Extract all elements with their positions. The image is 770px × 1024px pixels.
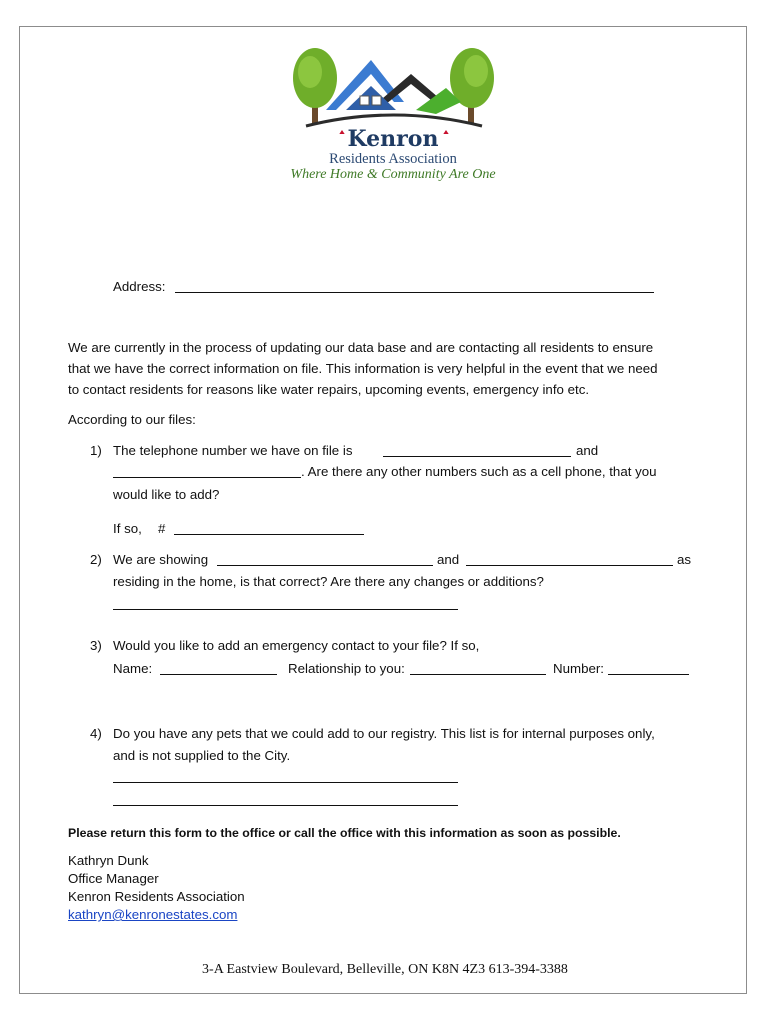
intro-line-1: We are currently in the process of updating our data base and are contacting all residents to ensure xyxy=(68,340,654,355)
signature-email-link[interactable]: kathryn@kenronestates.com xyxy=(68,907,238,922)
q3-number-line[interactable] xyxy=(608,674,689,675)
q2-resident-line-2[interactable] xyxy=(466,565,673,566)
intro-line-3: to contact residents for reasons like water repairs, upcoming events, emergency info etc. xyxy=(68,382,590,397)
q2-number: 2) xyxy=(90,552,102,567)
q3-number: 3) xyxy=(90,638,102,653)
q4-number: 4) xyxy=(90,726,102,741)
q1-text-c: would like to add? xyxy=(113,487,220,502)
logo-tagline: Where Home & Community Are One xyxy=(290,167,496,182)
logo-subtitle: Residents Association xyxy=(329,151,457,167)
q4-text-a: Do you have any pets that we could add to our registry. This list is for internal purposes only, xyxy=(113,726,655,741)
q1-and: and xyxy=(576,443,599,458)
kenron-logo xyxy=(286,44,500,184)
q2-and: and xyxy=(437,552,460,567)
q3-relationship-line[interactable] xyxy=(410,674,546,675)
q2-resident-line-1[interactable] xyxy=(217,565,433,566)
q2-as: as xyxy=(677,552,692,567)
q1-number: 1) xyxy=(90,443,102,458)
q1-ifso: If so, xyxy=(113,521,142,536)
q2-text-b: residing in the home, is that correct? Are there any changes or additions? xyxy=(113,574,544,589)
signature-title: Office Manager xyxy=(68,871,159,886)
q4-pets-line-2[interactable] xyxy=(113,805,458,806)
signature-name: Kathryn Dunk xyxy=(68,853,149,868)
q1-additional-number-line[interactable] xyxy=(174,534,364,535)
according-text: According to our files: xyxy=(68,412,196,427)
q1-phone-line-2[interactable] xyxy=(113,477,301,478)
return-note: Please return this form to the office or call the office with this information as soon as possible. xyxy=(68,826,621,840)
q3-number-label: Number: xyxy=(553,661,604,676)
q3-name-line[interactable] xyxy=(160,674,277,675)
q3-name-label: Name: xyxy=(113,661,153,676)
q2-changes-line[interactable] xyxy=(113,609,458,610)
q2-text-a: We are showing xyxy=(113,552,209,567)
logo-graphic xyxy=(286,44,500,134)
q4-pets-line-1[interactable] xyxy=(113,782,458,783)
q3-relationship-label: Relationship to you: xyxy=(288,661,405,676)
q4-text-b: and is not supplied to the City. xyxy=(113,748,291,763)
address-field-line[interactable] xyxy=(175,292,654,293)
q1-hash: # xyxy=(158,521,166,536)
logo-name: Kenron xyxy=(347,126,439,152)
q3-text-a: Would you like to add an emergency contact to your file? If so, xyxy=(113,638,480,653)
intro-line-2: that we have the correct information on file. This information is very helpful in the event that we need xyxy=(68,361,658,376)
address-label: Address: xyxy=(113,279,166,294)
q1-phone-line[interactable] xyxy=(383,456,571,457)
signature-org: Kenron Residents Association xyxy=(68,889,245,904)
q1-text-b: . Are there any other numbers such as a cell phone, that you xyxy=(301,464,657,479)
q1-text-a: The telephone number we have on file is xyxy=(113,443,353,458)
footer-address: 3-A Eastview Boulevard, Belleville, ON K8N 4Z3 613-394-3388 xyxy=(202,962,568,977)
